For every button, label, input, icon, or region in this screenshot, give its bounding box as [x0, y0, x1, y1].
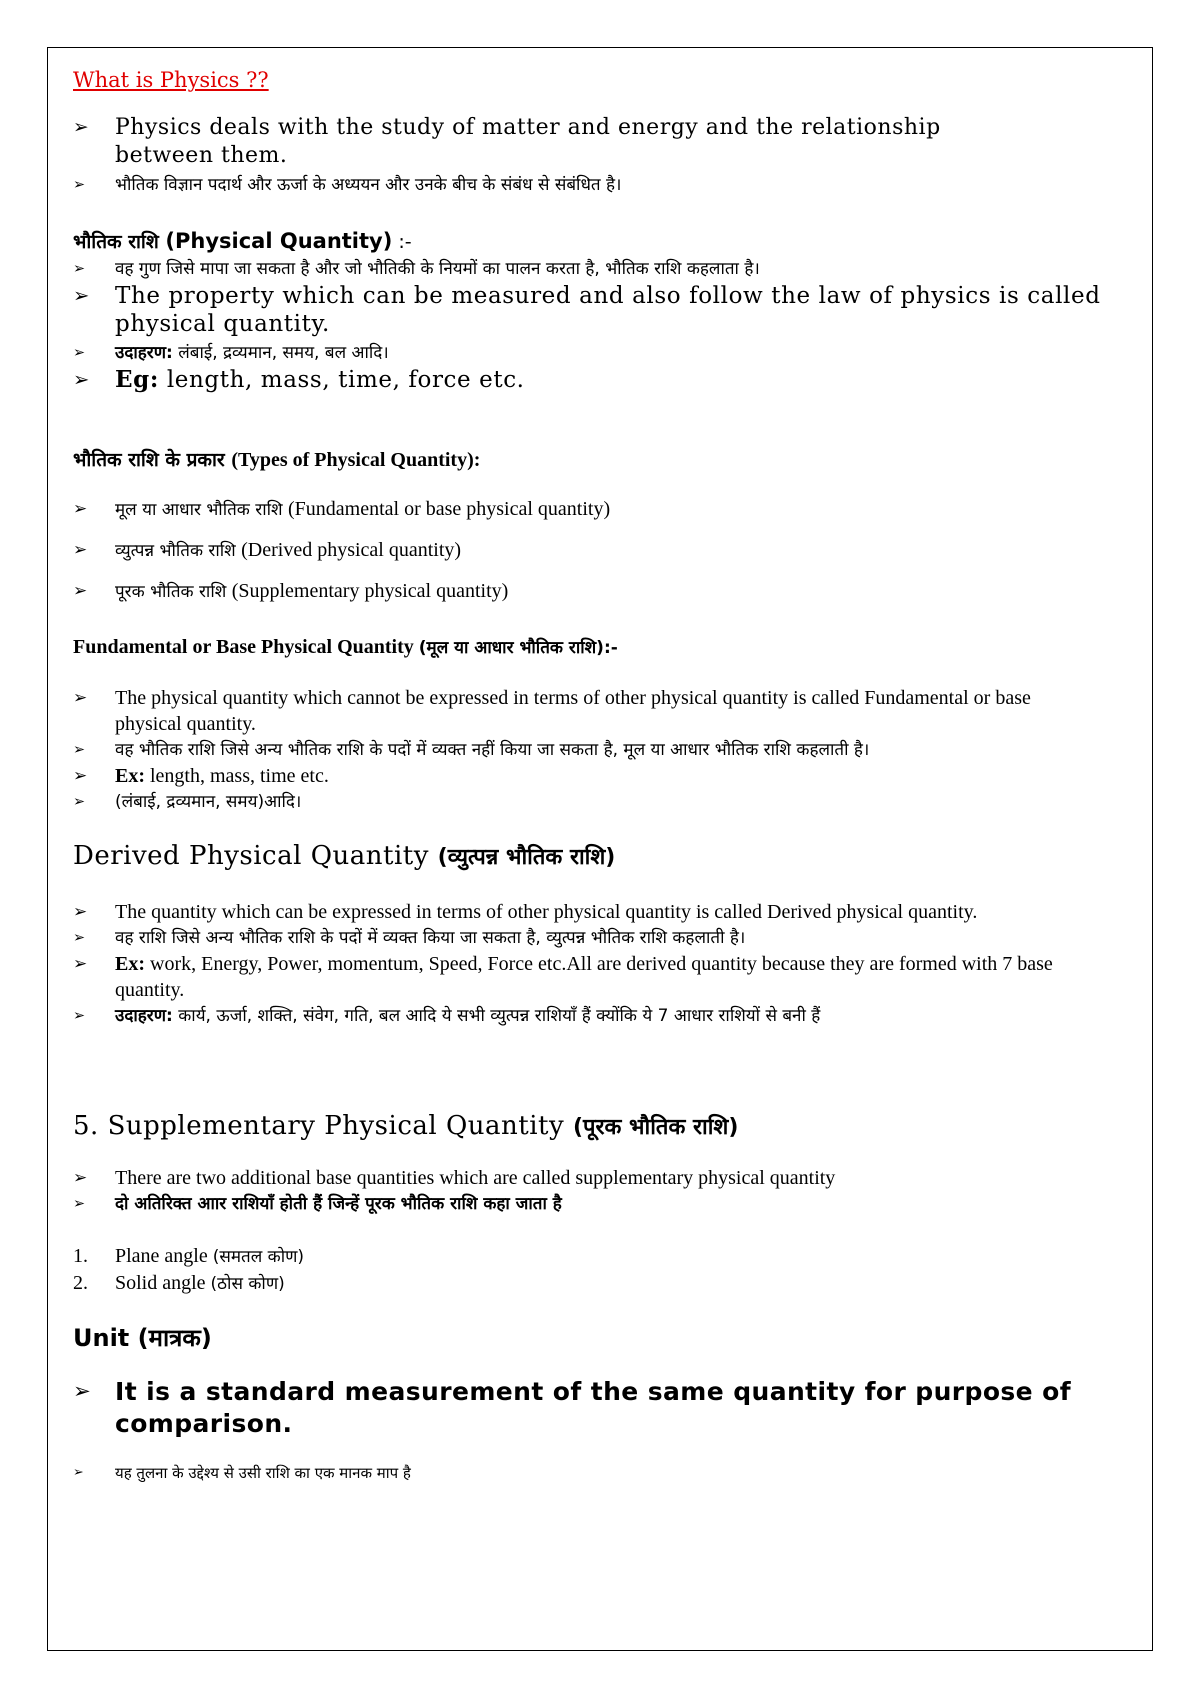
types-heading-hi: भौतिक राशि के प्रकार	[73, 449, 232, 471]
supplementary-def-hi	[73, 1191, 1133, 1217]
pq-def-hi: ➢ वह गुण जिसे मापा जा सकता है और जो भौतिकी के नियमों का पालन करता है, भौतिक राशि कहलाता है।	[73, 256, 1133, 282]
types-item	[73, 578, 1133, 605]
fundamental-heading-en: Fundamental or Base Physical Quantity	[73, 636, 419, 658]
numbered-item-en: Plane angle	[115, 1245, 213, 1267]
pq-def-en: ➢ The property which can be measured and also follow the law of physics is called physical quantity.	[73, 282, 1133, 338]
supplementary-list	[73, 1165, 1133, 1217]
pq-heading-en: (Physical Quantity)	[165, 229, 393, 253]
fundamental-def-hi: ➢ वह भौतिक राशि जिसे अन्य भौतिक राशि के पदों में व्यक्त नहीं किया जा सकता है, मूल या आधार भौतिक राशि कहलाती है।	[73, 737, 1133, 763]
pq-heading	[73, 228, 1133, 254]
pq-heading-hi: भौतिक राशि	[73, 231, 166, 253]
types-heading	[73, 446, 1133, 472]
types-item-hi: मूल या आधार भौतिक राशि	[115, 500, 288, 520]
derived-heading-en: Derived Physical Quantity	[73, 841, 438, 871]
unit-def-en: ➢ It is a standard measurement of the same quantity for purpose of comparison.	[73, 1376, 1133, 1440]
types-item-hi: पूरक भौतिक राशि	[115, 582, 232, 602]
numbered-item-en: Solid angle	[115, 1272, 211, 1294]
supplementary-numbered-list	[73, 1243, 1133, 1297]
types-item-en: (Derived physical quantity)	[241, 539, 462, 561]
fundamental-ex-hi: ➢ (लंबाई, द्रव्यमान, समय)आदि।	[73, 789, 1133, 815]
types-item-en: (Fundamental or base physical quantity)	[287, 498, 611, 520]
numbered-item	[73, 1270, 1133, 1297]
intro-item-en: ➢ Physics deals with the study of matter and energy and the relationship between them.	[73, 114, 1133, 170]
derived-ex-label: Ex:	[115, 953, 145, 975]
derived-def-en: ➢ The quantity which can be expressed in terms of other physical quantity is called Derived physical quantity.	[73, 899, 1133, 925]
numbered-item-number: 2.	[73, 1272, 88, 1294]
derived-ex	[73, 951, 1133, 1003]
types-heading-en: (Types of Physical Quantity):	[231, 449, 481, 471]
supplementary-heading-hi: (पूरक भौतिक राशि)	[572, 1115, 739, 1140]
derived-ex-hi-text: कार्य, ऊर्जा, शक्ति, संवेग, गति, बल आदि ये सभी व्युत्पन्न राशियाँ हैं क्योंकि ये 7 आधार राशियों से बनी हैं	[172, 1006, 821, 1026]
numbered-item-hi: (समतल कोण)	[212, 1247, 305, 1267]
fundamental-def-en: ➢ The physical quantity which cannot be expressed in terms of other physical quantity is called Fundamental or base physical quantity.	[73, 685, 1133, 737]
derived-ex-hi-label: उदाहरण:	[115, 1006, 173, 1026]
supplementary-heading-en: 5. Supplementary Physical Quantity	[73, 1111, 573, 1141]
fundamental-ex-label: Ex:	[115, 765, 145, 787]
intro-list	[73, 114, 1133, 198]
derived-ex-text: work, Energy, Power, momentum, Speed, Force etc.All are derived quantity because they are formed with 7 base quantity.	[115, 953, 1053, 1001]
types-item	[73, 537, 1133, 564]
derived-heading	[73, 841, 1133, 871]
pq-eg-hi-text: लंबाई, द्रव्यमान, समय, बल आदि।	[172, 343, 389, 363]
derived-heading-hi: (व्युत्पन्न भौतिक राशि)	[437, 845, 616, 870]
unit-def-hi: ➢ यह तुलना के उद्देश्य से उसी राशि का एक मानक माप है	[73, 1460, 1133, 1486]
pq-heading-suffix: :-	[392, 231, 412, 253]
fundamental-heading-hi: (मूल या आधार भौतिक राशि):-	[418, 638, 618, 658]
types-list	[73, 496, 1133, 605]
supplementary-def-hi-text: दो अतिरिक्त आार राशियाँ होती हैं जिन्हें पूरक भौतिक राशि कहा जाता है	[115, 1194, 562, 1214]
numbered-item-number: 1.	[73, 1245, 88, 1267]
pq-list	[73, 256, 1133, 394]
supplementary-heading	[73, 1111, 1133, 1141]
document-content	[73, 66, 1133, 1486]
pq-eg-en	[73, 366, 1133, 394]
unit-heading: Unit (मात्रक)	[73, 1324, 212, 1352]
pq-eg-en-label: Eg:	[115, 366, 159, 393]
pq-eg-hi	[73, 340, 1133, 366]
fundamental-heading	[73, 635, 1133, 659]
derived-list	[73, 899, 1133, 1029]
numbered-item-hi: (ठोस कोण)	[210, 1274, 285, 1294]
derived-def-hi: ➢ वह राशि जिसे अन्य भौतिक राशि के पदों में व्यक्त किया जा सकता है, व्युत्पन्न भौतिक राशि कहलाती है।	[73, 925, 1133, 951]
derived-ex-hi	[73, 1003, 1133, 1029]
unit-list	[73, 1376, 1133, 1486]
pq-eg-hi-label: उदाहरण:	[115, 343, 173, 363]
fundamental-ex	[73, 763, 1133, 789]
page-title[interactable]: What is Physics ??	[73, 68, 269, 92]
intro-item-hi: ➢ भौतिक विज्ञान पदार्थ और ऊर्जा के अध्ययन और उनके बीच के संबंध से संबंधित है।	[73, 172, 1133, 198]
types-item-en: (Supplementary physical quantity)	[231, 580, 509, 602]
types-item-hi: व्युत्पन्न भौतिक राशि	[115, 541, 242, 561]
numbered-item	[73, 1243, 1133, 1270]
fundamental-ex-text: length, mass, time etc.	[145, 765, 329, 787]
supplementary-def-en: ➢ There are two additional base quantities which are called supplementary physical quantity	[73, 1165, 1133, 1191]
types-item	[73, 496, 1133, 523]
pq-eg-en-text: length, mass, time, force etc.	[158, 367, 525, 393]
fundamental-list	[73, 685, 1133, 815]
